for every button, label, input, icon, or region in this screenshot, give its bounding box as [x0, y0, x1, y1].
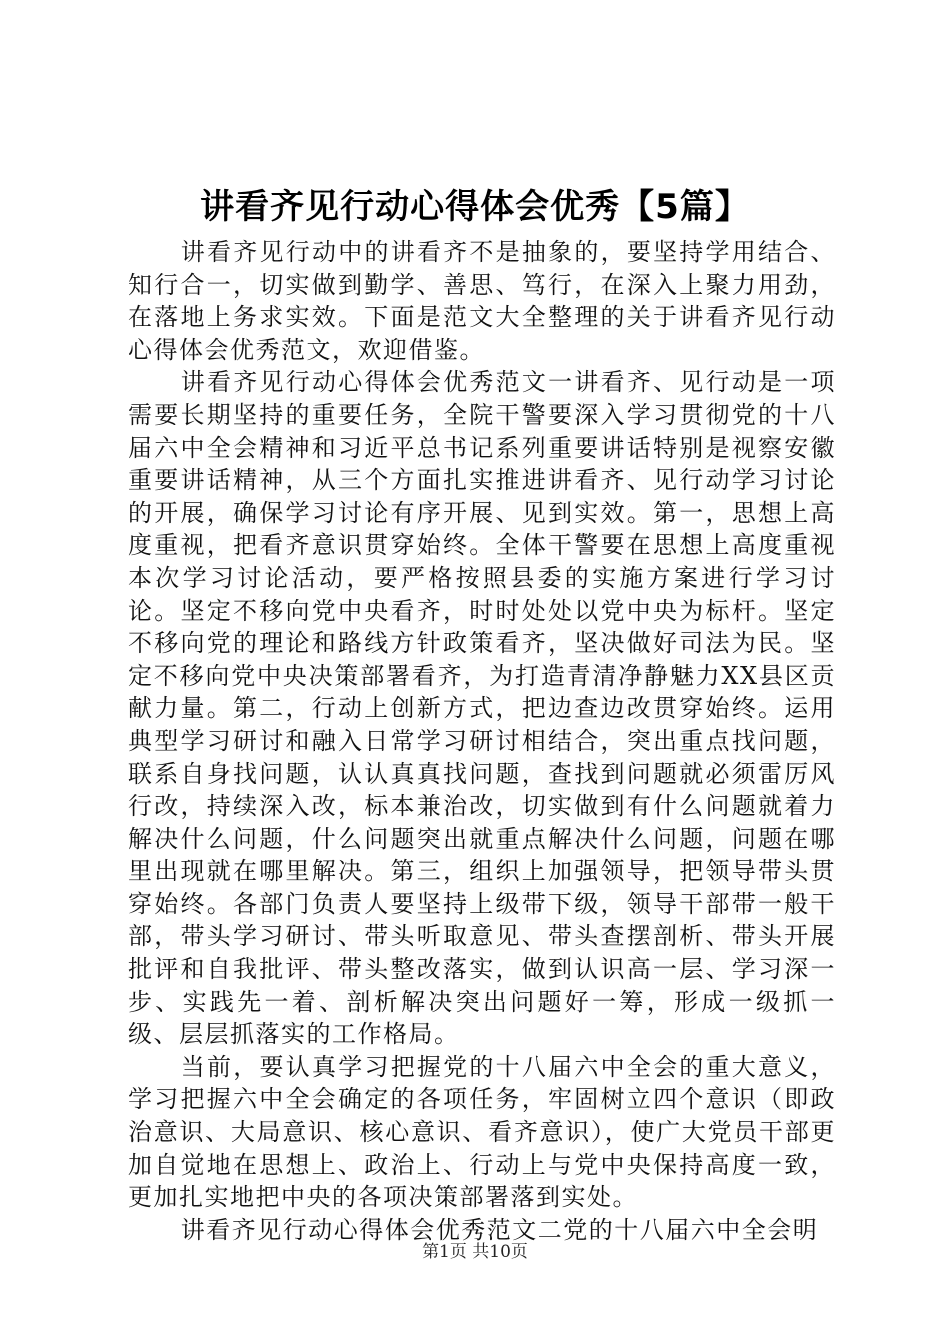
- paragraph-intro: 讲看齐见行动中的讲看齐不是抽象的，要坚持学用结合、知行合一，切实做到勤学、善思、笃行，在深入上聚力用劲，在落地上务求实效。下面是范文大全整理的关于讲看齐见行动心得体会优秀范文，欢迎借鉴。: [128, 238, 836, 364]
- page-number-footer: 第1页 共10页: [422, 1242, 528, 1262]
- paragraph-sample-one: 讲看齐见行动心得体会优秀范文一讲看齐、见行动是一项需要长期坚持的重要任务，全院干警要深入学习贯彻党的十八届六中全会精神和习近平总书记系列重要讲话特别是视察安徽重要讲话精神，从三个方面扎实推进讲看齐、见行动学习讨论的开展，确保学习讨论有序开展、见到实效。第一，思想上高度重视，把看齐意识贯穿始终。全体干警要在思想上高度重视本次学习讨论活动，要严格按照县委的实施方案进行学习讨论。坚定不移向党中央看齐，时时处处以党中央为标杆。坚定不移向党的理论和路线方针政策看齐，坚决做好司法为民。坚定不移向党中央决策部署看齐，为打造青清净静魅力XX县区贡献力量。第二，行动上创新方式，把边查边改贯穿始终。运用典型学习研讨和融入日常学习研讨相结合，突出重点找问题，联系自身找问题，认认真真找问题，查找到问题就必须雷厉风行改，持续深入改，标本兼治改，切实做到有什么问题就着力解决什么问题，什么问题突出就重点解决什么问题，问题在哪里出现就在哪里解决。第三，组织上加强领导，把领导带头贯穿始终。各部门负责人要坚持上级带下级，领导干部带一般干部，带头学习研讨、带头听取意见、带头查摆剖析、带头开展批评和自我批评、带头整改落实，做到认识高一层、学习深一步、实践先一着、剖析解决突出问题好一筹，形成一级抓一级、层层抓落实的工作格局。: [128, 368, 836, 1049]
- paragraph-current-task: 当前，要认真学习把握党的十八届六中全会的重大意义，学习把握六中全会确定的各项任务，牢固树立四个意识（即政治意识、大局意识、核心意识、看齐意识），使广大党员干部更加自觉地在思想上、政治上、行动上与党中央保持高度一致，更加扎实地把中央的各项决策部署落到实处。: [128, 1052, 836, 1212]
- document-title: 讲看齐见行动心得体会优秀【5篇】: [200, 187, 750, 227]
- paragraph-sample-two: 讲看齐见行动心得体会优秀范文二党的十八届六中全会明: [180, 1215, 819, 1244]
- document-body: [128, 236, 836, 1246]
